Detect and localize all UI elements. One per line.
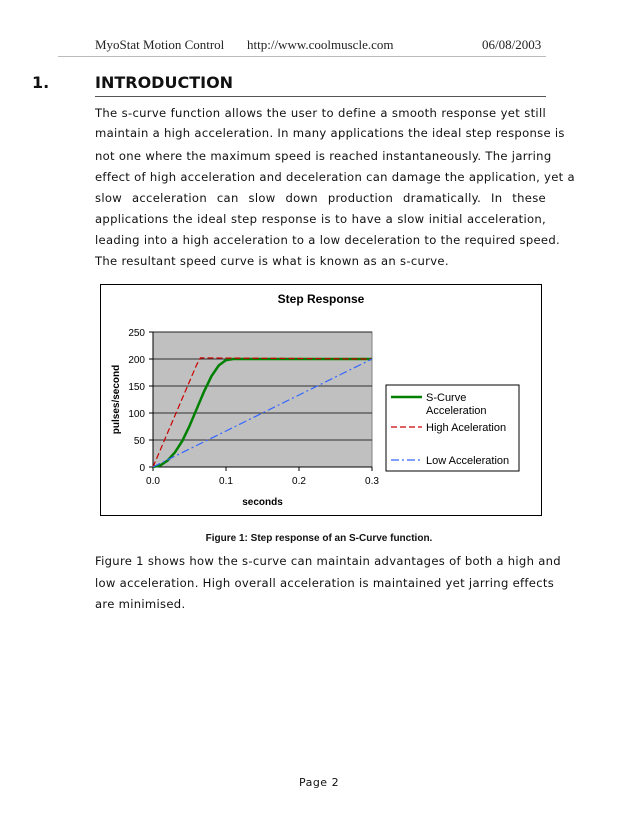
x-tick-label: 0.0	[146, 476, 160, 487]
section-title: INTRODUCTION	[95, 73, 234, 92]
header-left: MyoStat Motion Control	[95, 37, 225, 52]
intro-line: not one where the maximum speed is reached instantaneously. The jarring	[95, 149, 552, 163]
x-tick-label: 0.3	[365, 476, 379, 487]
chart-title: Step Response	[277, 292, 365, 306]
body-line: Figure 1 shows how the s-curve can maintain advantages of both a high and	[95, 554, 561, 568]
y-tick-label: 0	[139, 463, 145, 474]
intro-line: slow acceleration can slow down production dramatically. In these	[95, 191, 546, 205]
page-number: Page 2	[298, 776, 340, 789]
y-tick-label: 200	[128, 355, 145, 366]
legend-label: S-Curve	[426, 392, 467, 404]
step-response-chart	[101, 285, 541, 515]
intro-line: effect of high acceleration and deceleration can damage the application, yet a	[95, 170, 575, 184]
legend-label: Acceleration	[426, 405, 487, 417]
intro-line: The resultant speed curve is what is known as an s-curve.	[95, 254, 449, 268]
body-line: are minimised.	[95, 597, 186, 611]
legend-label: High Aceleration	[426, 422, 507, 434]
y-tick-label: 100	[128, 409, 145, 420]
chart-frame	[100, 284, 542, 516]
intro-line: applications the ideal step response is to have a slow initial acceleration,	[95, 212, 546, 226]
x-tick-label: 0.2	[292, 476, 306, 487]
y-axis-label: pulses/second	[111, 364, 122, 435]
y-tick-label: 250	[128, 328, 145, 339]
header-divider	[58, 56, 546, 57]
x-tick-label: 0.1	[219, 476, 233, 487]
y-tick-label: 150	[128, 382, 145, 393]
plot-area	[153, 332, 372, 467]
y-tick-label: 50	[133, 436, 145, 447]
intro-line: maintain a high acceleration. In many applications the ideal step response is	[95, 126, 565, 140]
body-line: low acceleration. High overall acceleration is maintained yet jarring effects	[95, 576, 555, 590]
legend-label: Low Acceleration	[426, 455, 510, 467]
section-divider	[95, 96, 546, 97]
header-url: http://www.coolmuscle.com	[247, 37, 394, 52]
section-number: 1.	[32, 73, 50, 92]
header-date: 06/08/2003	[482, 37, 542, 52]
intro-line: The s-curve function allows the user to define a smooth response yet still	[95, 106, 546, 120]
figure-caption: Figure 1: Step response of an S-Curve function.	[205, 533, 433, 544]
x-axis-label: seconds	[242, 497, 283, 508]
intro-line: leading into a high acceleration to a low deceleration to the required speed.	[95, 233, 561, 247]
